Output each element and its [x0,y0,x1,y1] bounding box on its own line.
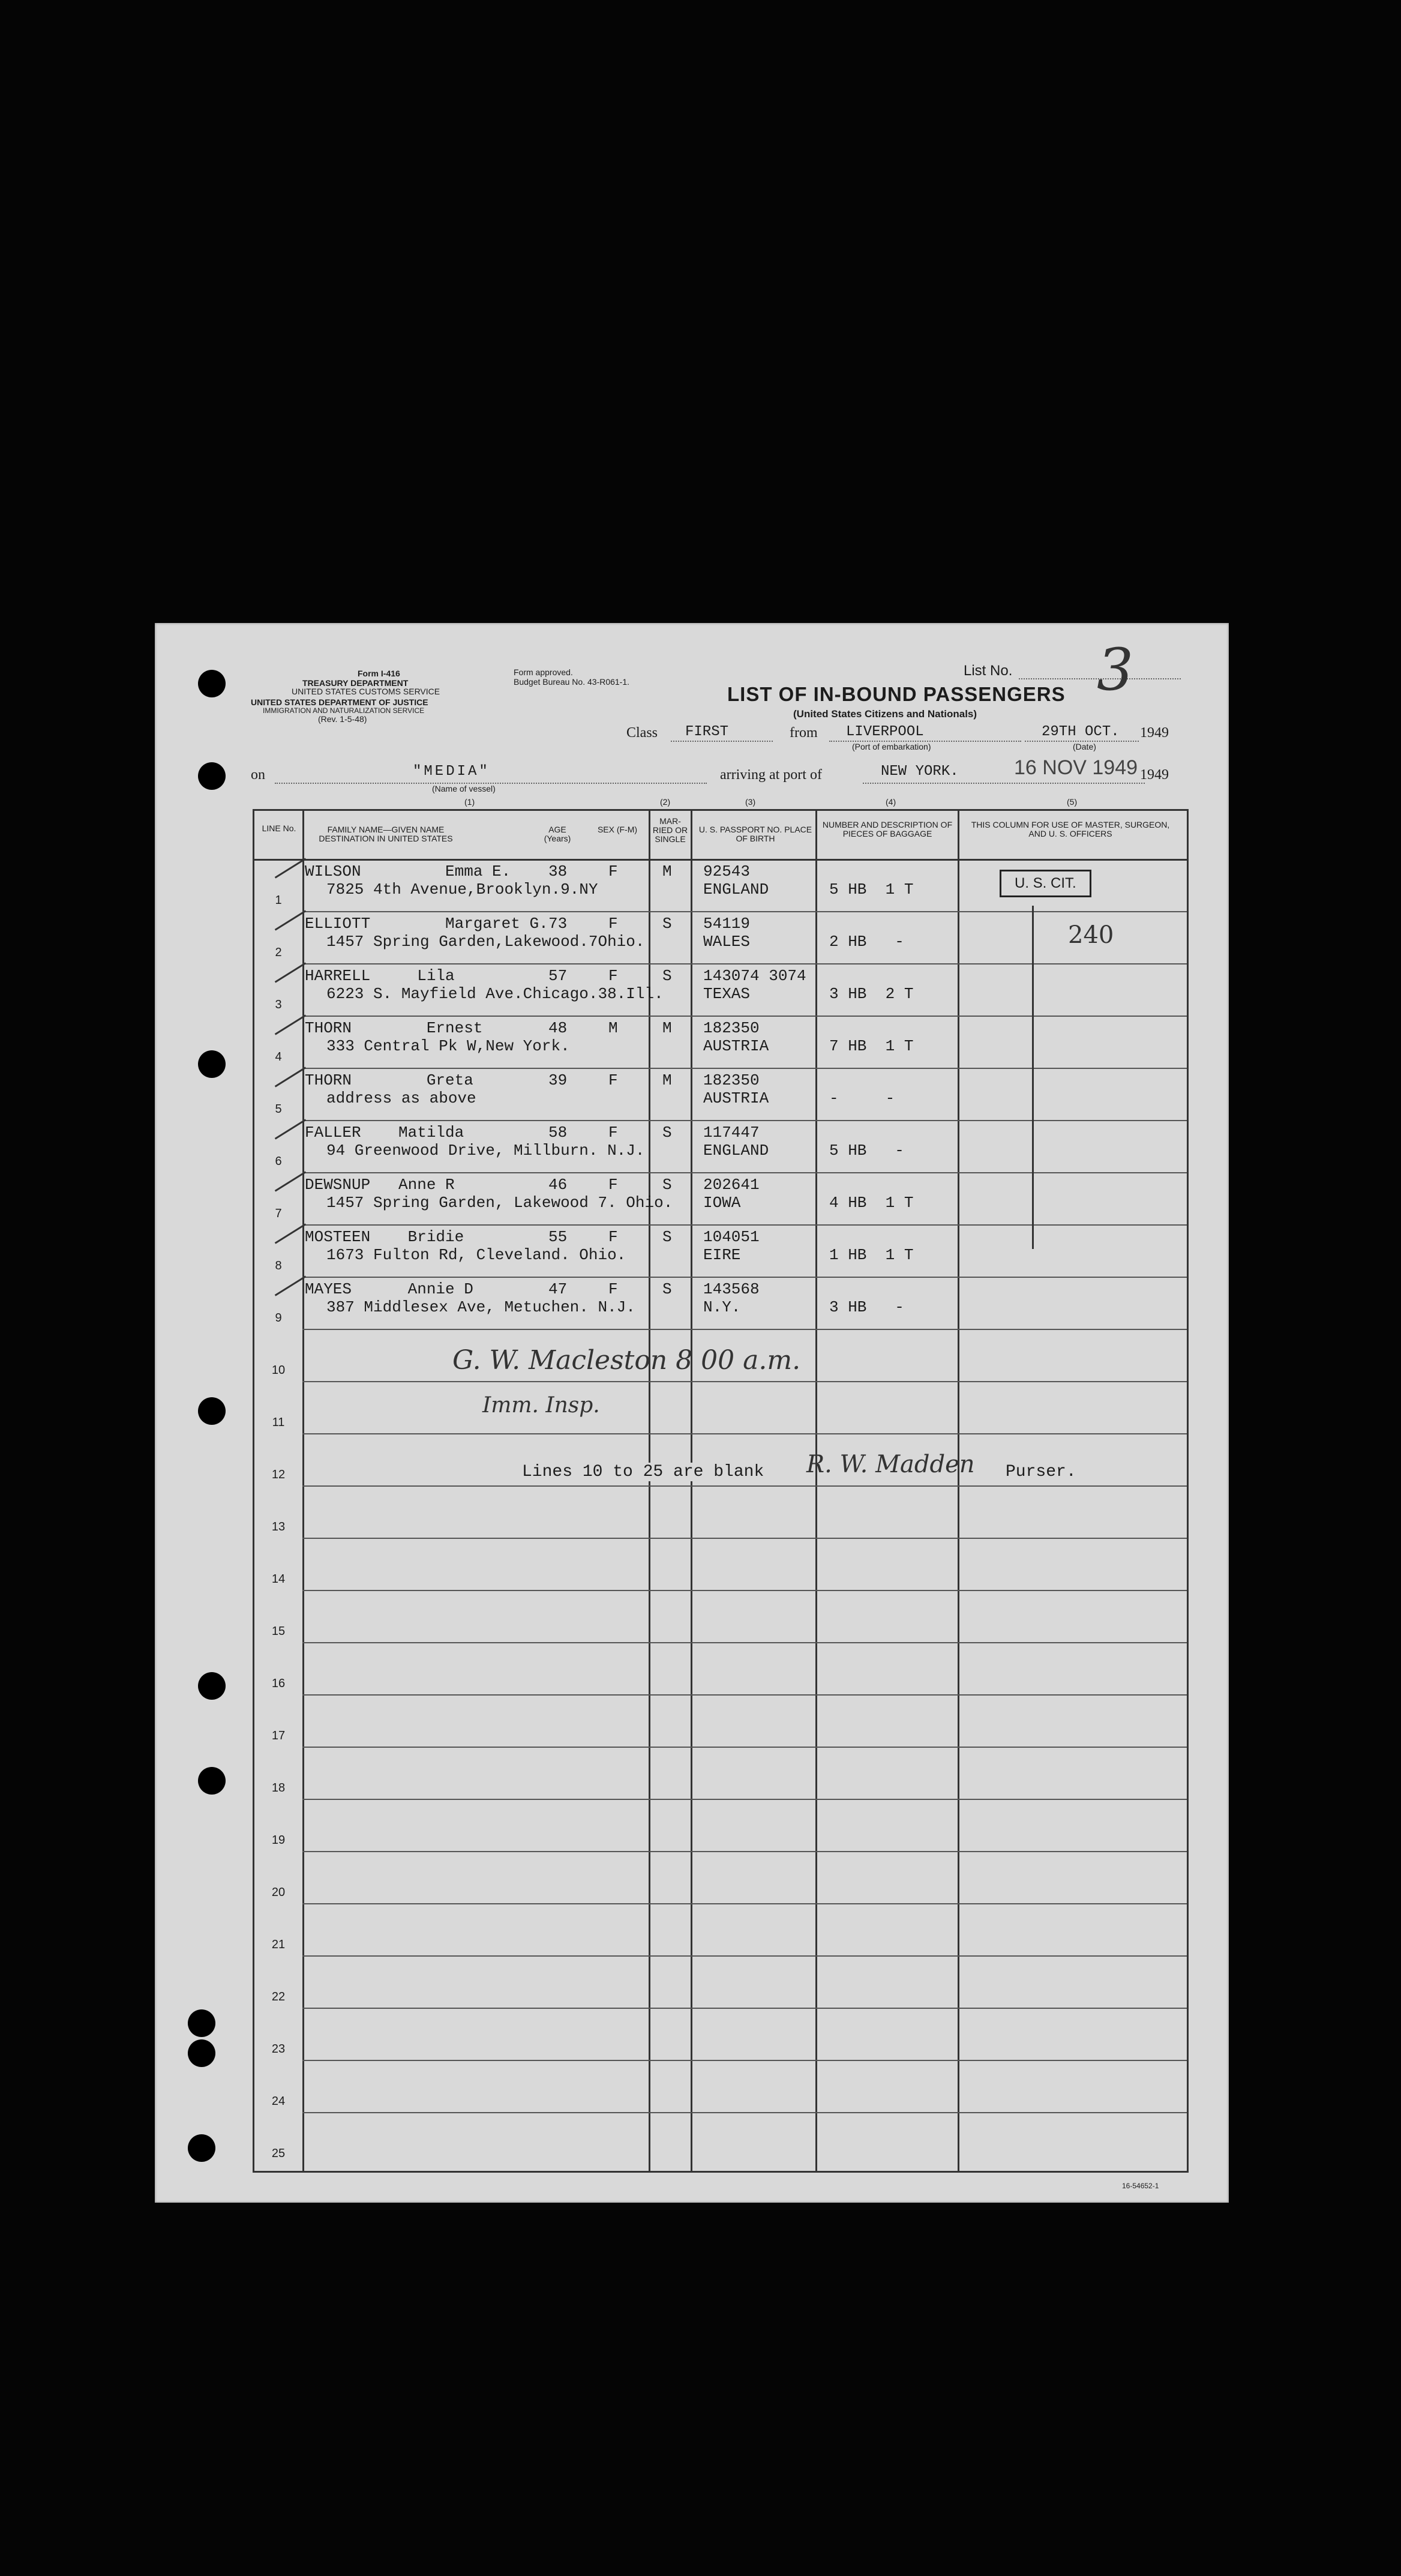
check-mark [275,910,306,930]
passenger-sex: F [608,915,618,933]
passport-number: 117447 [703,1124,760,1142]
header-line-no: LINE No. [262,823,296,833]
passenger-age: 48 [548,1019,568,1037]
passenger-name: WILSON Emma E. [305,862,511,880]
line-number: 8 [275,1259,282,1272]
justice-dept: UNITED STATES DEPARTMENT OF JUSTICE [251,697,428,707]
line-number: 21 [271,1938,286,1951]
line-number: 15 [271,1625,286,1638]
line-number: 11 [272,1416,285,1429]
check-mark [275,1067,306,1087]
officer-bracket-line [1032,906,1034,1249]
officer-number: 240 [1068,921,1114,949]
passenger-sex: F [608,862,618,880]
passenger-address: 387 Middlesex Ave, Metuchen. N.J. [326,1298,635,1316]
year-1: 1949 [1140,725,1169,741]
line-number: 12 [271,1468,286,1481]
passenger-marital-status: M [662,1071,672,1089]
passport-number: 182350 [703,1071,760,1089]
col-number-4: (4) [886,797,896,807]
passenger-name: MAYES Annie D [305,1280,473,1298]
passenger-marital-status: S [662,1228,672,1246]
passport-number: 92543 [703,862,751,880]
manifest-sheet [155,623,1229,2203]
passenger-address: 6223 S. Mayfield Ave.Chicago.38.Ill. [326,985,664,1003]
passenger-sex: F [608,1176,618,1194]
passport-number: 54119 [703,915,751,933]
passenger-sex: M [608,1019,618,1037]
row-rule [302,2060,1187,2061]
purser-signature: R. W. Madden [806,1451,975,1478]
revision: (Rev. 1-5-48) [318,714,367,724]
passenger-marital-status: S [662,915,672,933]
customs-service: UNITED STATES CUSTOMS SERVICE [292,687,440,696]
row-rule [302,1903,1187,1904]
place-of-birth: ENGLAND [703,880,769,898]
class-rule [671,741,773,742]
port-caption: (Port of embarkation) [852,742,931,751]
baggage-count: - - [829,1089,895,1107]
row-rule [302,1747,1187,1748]
line-number: 18 [271,1781,286,1795]
passenger-sex: F [608,1124,618,1142]
arriving-label: arriving at port of [720,767,822,783]
form-subtitle: (United States Citizens and Nationals) [793,708,977,720]
class-label: Class [626,725,658,741]
col-number-2: (2) [660,797,671,807]
header-age: AGE (Years) [544,825,571,843]
row-rule [302,1381,1187,1382]
row-rule [302,1485,1187,1487]
place-of-birth: EIRE [703,1246,741,1264]
baggage-count: 7 HB 1 T [829,1037,914,1055]
line-number: 14 [271,1572,286,1586]
from-port: LIVERPOOL [846,724,924,740]
treasury-dept: TREASURY DEPARTMENT [302,678,409,688]
passenger-age: 58 [548,1124,568,1142]
header-baggage: NUMBER AND DESCRIPTION OF PIECES OF BAGGAGE [822,820,953,838]
place-of-birth: AUSTRIA [703,1037,769,1055]
row-rule [302,2008,1187,2009]
passenger-sex: F [608,967,618,985]
row-rule [302,1694,1187,1696]
inspector-signature: G. W. Macleston 8 00 a.m. [452,1345,801,1376]
line-number: 4 [275,1050,282,1064]
col-number-1: (1) [464,797,475,807]
passenger-name: THORN Ernest [305,1019,483,1037]
check-mark [275,1223,306,1244]
line-number: 22 [271,1990,286,2003]
binder-hole [188,2039,215,2067]
row-rule [302,1172,1187,1173]
arrival-date-stamp: 16 NOV 1949 [1014,756,1138,779]
check-mark [275,1119,306,1139]
line-number: 16 [271,1677,286,1690]
passenger-sex: F [608,1228,618,1246]
passenger-age: 46 [548,1176,568,1194]
binder-hole [198,1050,226,1078]
check-mark [275,1275,306,1296]
row-rule [302,1329,1187,1330]
place-of-birth: N.Y. [703,1298,741,1316]
passenger-table [253,809,1189,2173]
check-mark [275,1014,306,1035]
passenger-address: 1457 Spring Garden,Lakewood.7Ohio. [326,933,645,951]
budget-bureau: Budget Bureau No. 43-R061-1. [514,677,630,687]
line-number: 20 [271,1886,286,1899]
arrival-port: NEW YORK. [881,763,959,780]
passenger-address: 1673 Fulton Rd, Cleveland. Ohio. [326,1246,626,1264]
passenger-name: THORN Greta [305,1071,473,1089]
passenger-age: 39 [548,1071,568,1089]
passenger-marital-status: M [662,1019,672,1037]
from-label: from [790,725,818,741]
row-rule [302,1120,1187,1121]
place-of-birth: TEXAS [703,985,751,1003]
list-no-value: 3 [1097,636,1134,703]
place-of-birth: ENGLAND [703,1142,769,1160]
passenger-marital-status: S [662,1176,672,1194]
passport-number: 104051 [703,1228,760,1246]
row-rule [302,1955,1187,1957]
row-rule [302,1224,1187,1226]
passenger-age: 38 [548,862,568,880]
header-passport: U. S. PASSPORT NO. PLACE OF BIRTH [698,825,812,843]
row-rule [302,963,1187,964]
passenger-age: 57 [548,967,568,985]
passenger-name: DEWSNUP Anne R [305,1176,455,1194]
line-number: 17 [271,1729,286,1742]
passenger-age: 47 [548,1280,568,1298]
passenger-address: address as above [326,1089,476,1107]
row-rule [302,1851,1187,1852]
line-number: 24 [271,2095,286,2108]
passport-number: 143074 3074 [703,967,806,985]
passenger-sex: F [608,1071,618,1089]
row-rule [302,1016,1187,1017]
place-of-birth: AUSTRIA [703,1089,769,1107]
check-mark [275,962,306,983]
row-rule [302,1590,1187,1591]
row-rule [302,1799,1187,1800]
col-number-5: (5) [1067,797,1078,807]
row-rule [302,1538,1187,1539]
header-married: MAR-RIED OR SINGLE [652,816,688,844]
line-number: 3 [275,998,282,1011]
ins-service: IMMIGRATION AND NATURALIZATION SERVICE [263,706,425,715]
baggage-count: 2 HB - [829,933,904,951]
form-approved: Form approved. [514,667,573,677]
row-rule [302,1642,1187,1643]
place-of-birth: WALES [703,933,751,951]
row-rule [302,1068,1187,1069]
row-rule [302,2112,1187,2113]
line-number: 25 [271,2147,286,2160]
date-caption: (Date) [1073,742,1096,751]
arrival-rule [863,783,1145,784]
passenger-marital-status: M [662,862,672,880]
check-mark [275,858,306,878]
us-citizen-stamp: U. S. CIT. [1000,870,1091,897]
header-name: FAMILY NAME—GIVEN NAME DESTINATION IN UNITED STATES [319,825,453,843]
binder-hole [198,1672,226,1700]
passport-number: 202641 [703,1176,760,1194]
date-rule [1025,741,1139,742]
row-rule [302,1433,1187,1434]
baggage-count: 5 HB - [829,1142,904,1160]
baggage-count: 3 HB 2 T [829,985,914,1003]
passenger-address: 7825 4th Avenue,Brooklyn.9.NY [326,880,598,898]
line-number: 5 [275,1103,282,1116]
line-number: 9 [275,1311,282,1325]
line-number: 13 [271,1520,286,1533]
passenger-age: 73 [548,915,568,933]
passenger-marital-status: S [662,1280,672,1298]
line-number: 10 [271,1364,286,1377]
purser-label: Purser. [1003,1463,1079,1481]
class-value: FIRST [685,724,729,740]
passenger-marital-status: S [662,1124,672,1142]
vessel-caption: (Name of vessel) [432,784,496,793]
passenger-sex: F [608,1280,618,1298]
list-no-label: List No. [964,663,1013,679]
passenger-age: 55 [548,1228,568,1246]
passport-number: 143568 [703,1280,760,1298]
year-2: 1949 [1140,767,1169,783]
place-of-birth: IOWA [703,1194,741,1212]
vessel-name: "MEDIA" [413,763,490,780]
col-number-3: (3) [745,797,756,807]
line-number: 6 [275,1155,282,1168]
line-number: 23 [271,2042,286,2056]
binder-hole [188,2009,215,2037]
row-rule [302,1277,1187,1278]
passenger-name: MOSTEEN Bridie [305,1228,464,1246]
binder-hole [198,1767,226,1795]
passenger-name: ELLIOTT Margaret G. [305,915,548,933]
baggage-count: 5 HB 1 T [829,880,914,898]
baggage-count: 1 HB 1 T [829,1246,914,1264]
blank-lines-note: Lines 10 to 25 are blank [518,1463,767,1481]
passenger-name: HARRELL Lila [305,967,455,985]
header-sex: SEX (F-M) [597,825,638,834]
line-number: 1 [275,894,282,907]
line-number: 19 [271,1834,286,1847]
passenger-marital-status: S [662,967,672,985]
inspector-title: Imm. Insp. [482,1393,600,1418]
baggage-count: 4 HB 1 T [829,1194,914,1212]
passenger-address: 1457 Spring Garden, Lakewood 7. Ohio. [326,1194,673,1212]
passenger-name: FALLER Matilda [305,1124,464,1142]
binder-hole [198,762,226,790]
sailing-date: 29TH OCT. [1042,724,1120,740]
baggage-count: 3 HB - [829,1298,904,1316]
footer-code: 16-54652-1 [1122,2182,1159,2190]
binder-hole [188,2134,215,2162]
form-title: LIST OF IN-BOUND PASSENGERS [727,683,1066,705]
header-officers: THIS COLUMN FOR USE OF MASTER, SURGEON, AND U. S. OFFICERS [971,820,1170,838]
passenger-address: 333 Central Pk W,New York. [326,1037,570,1055]
passport-number: 182350 [703,1019,760,1037]
form-number: Form I-416 [358,669,400,678]
line-number: 7 [275,1207,282,1220]
binder-hole [198,1397,226,1425]
check-mark [275,1171,306,1191]
line-number: 2 [275,946,282,959]
binder-hole [198,670,226,697]
on-label: on [251,767,265,783]
row-rule [302,911,1187,912]
passenger-address: 94 Greenwood Drive, Millburn. N.J. [326,1142,645,1160]
